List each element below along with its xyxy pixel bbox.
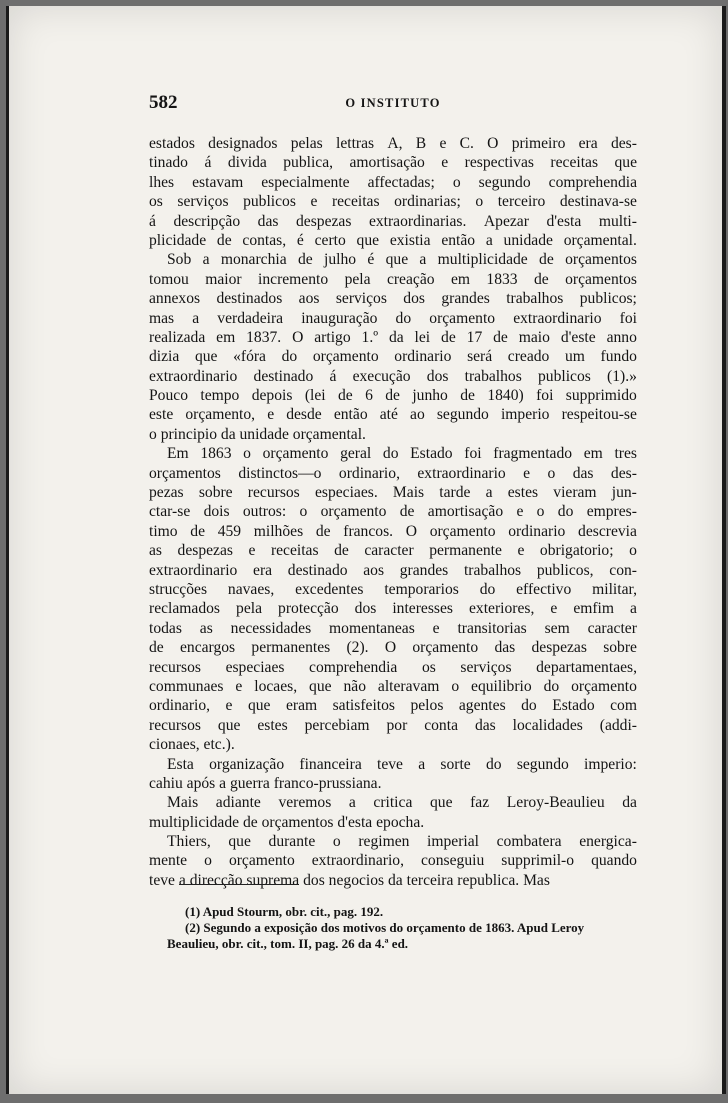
page-number: 582 bbox=[149, 92, 178, 113]
text-line: de encargos permanentes (2). O orçamento das despezas sobre bbox=[149, 639, 637, 657]
text-line: estados designados pelas lettras A, B e C. O primeiro era des- bbox=[149, 135, 637, 152]
footnote-line: (1) Apud Stourm, obr. cit., pag. 192. bbox=[185, 904, 384, 919]
text-line: Em 1863 o orçamento geral do Estado foi fragmentado em tres bbox=[167, 445, 637, 463]
running-title: O INSTITUTO bbox=[345, 96, 441, 110]
text-line: ctar-se dois outros: o orçamento de amortisação e o do empres- bbox=[149, 503, 637, 521]
text-line: ordinario, e que eram satisfeitos pelos agentes do Estado com bbox=[149, 697, 637, 715]
text-line: cionaes, etc.). bbox=[149, 736, 235, 754]
text-line: tinado á divida publica, amortisação e respectivas receitas que bbox=[149, 154, 637, 172]
text-line: este orçamento, e desde então até ao segundo imperio respeitou-se bbox=[149, 406, 637, 424]
text-line: lhes estavam especialmente affectadas; o segundo comprehendia bbox=[149, 173, 637, 191]
text-line: plicidade de contas, é certo que existia então a unidade orçamental. bbox=[149, 231, 637, 249]
book-page bbox=[6, 6, 726, 1094]
text-line: á descripção das despezas extraordinarias. Apezar d'esta multi- bbox=[149, 212, 637, 230]
text-line: todas as necessidades momentaneas e transitorias sem caracter bbox=[149, 619, 637, 637]
text-line: orçamentos distinctos—o ordinario, extraordinario e o das des- bbox=[149, 464, 637, 482]
running-head bbox=[149, 92, 637, 116]
text-line: Pouco tempo depois (lei de 6 de junho de 1840) foi supprimido bbox=[149, 387, 637, 405]
text-line: extraordinario era destinado aos grandes trabalhos publicos, con- bbox=[149, 561, 637, 579]
footnote-line: (2) Segundo a exposição dos motivos do orçamento de 1863. Apud Leroy bbox=[185, 920, 585, 935]
text-line: Esta organização financeira teve a sorte do segundo imperio: bbox=[167, 755, 637, 773]
text-line: tomou maior incremento pela creação em 1833 de orçamentos bbox=[149, 270, 637, 288]
text-line: dizia que «fóra do orçamento ordinario será creado um fundo bbox=[149, 348, 637, 366]
text-line: Sob a monarchia de julho é que a multiplicidade de orçamentos bbox=[167, 251, 637, 269]
text-line: annexos destinados aos serviços dos grandes trabalhos publicos; bbox=[149, 290, 637, 308]
text-line: os serviços publicos e receitas ordinarias; o terceiro destinava-se bbox=[149, 193, 637, 211]
body-text bbox=[149, 134, 637, 890]
text-line: extraordinario destinado á execução dos trabalhos publicos (1).» bbox=[149, 367, 637, 385]
text-line: mas a verdadeira inauguração do orçamento extraordinario foi bbox=[149, 309, 637, 327]
text-line: mente o orçamento extraordinario, conseguiu supprimil-o quando bbox=[149, 852, 637, 870]
text-line: realizada em 1837. O artigo 1.º da lei de 17 de maio d'este anno bbox=[149, 328, 637, 346]
text-line: recursos especiaes comprehendia os serviços departamentaes, bbox=[149, 658, 637, 676]
text-line: cahiu após a guerra franco-prussiana. bbox=[149, 774, 382, 792]
text-line: Thiers, que durante o regimen imperial combatera energica- bbox=[167, 833, 637, 851]
text-line: as despezas e receitas de caracter permanente e obrigatorio; o bbox=[149, 542, 637, 560]
text-line: pezas sobre recursos especiaes. Mais tarde a estes vieram jun- bbox=[149, 484, 637, 502]
footnote-rule bbox=[179, 884, 299, 885]
text-line: strucções navaes, excedentes temporarios do effectivo militar, bbox=[149, 580, 637, 598]
text-line: o principio da unidade orçamental. bbox=[149, 425, 366, 443]
text-line: reclamados pela protecção dos interesses exteriores, e emfim a bbox=[149, 600, 637, 618]
footnotes bbox=[167, 904, 637, 952]
text-line: recursos que estes percebiam por conta das localidades (addi- bbox=[149, 716, 637, 734]
text-line: teve a direcção suprema dos negocios da terceira republica. Mas bbox=[149, 871, 550, 889]
text-line: multiplicidade de orçamentos d'esta epocha. bbox=[149, 813, 425, 831]
footnote-line: Beaulieu, obr. cit., tom. II, pag. 26 da 4.ª ed. bbox=[167, 936, 409, 951]
text-line: communaes e locaes, que não alteravam o equilibrio do orçamento bbox=[149, 677, 637, 695]
text-line: Mais adiante veremos a critica que faz Leroy-Beaulieu da bbox=[167, 794, 637, 812]
text-line: timo de 459 milhões de francos. O orçamento ordinario descrevia bbox=[149, 522, 637, 540]
